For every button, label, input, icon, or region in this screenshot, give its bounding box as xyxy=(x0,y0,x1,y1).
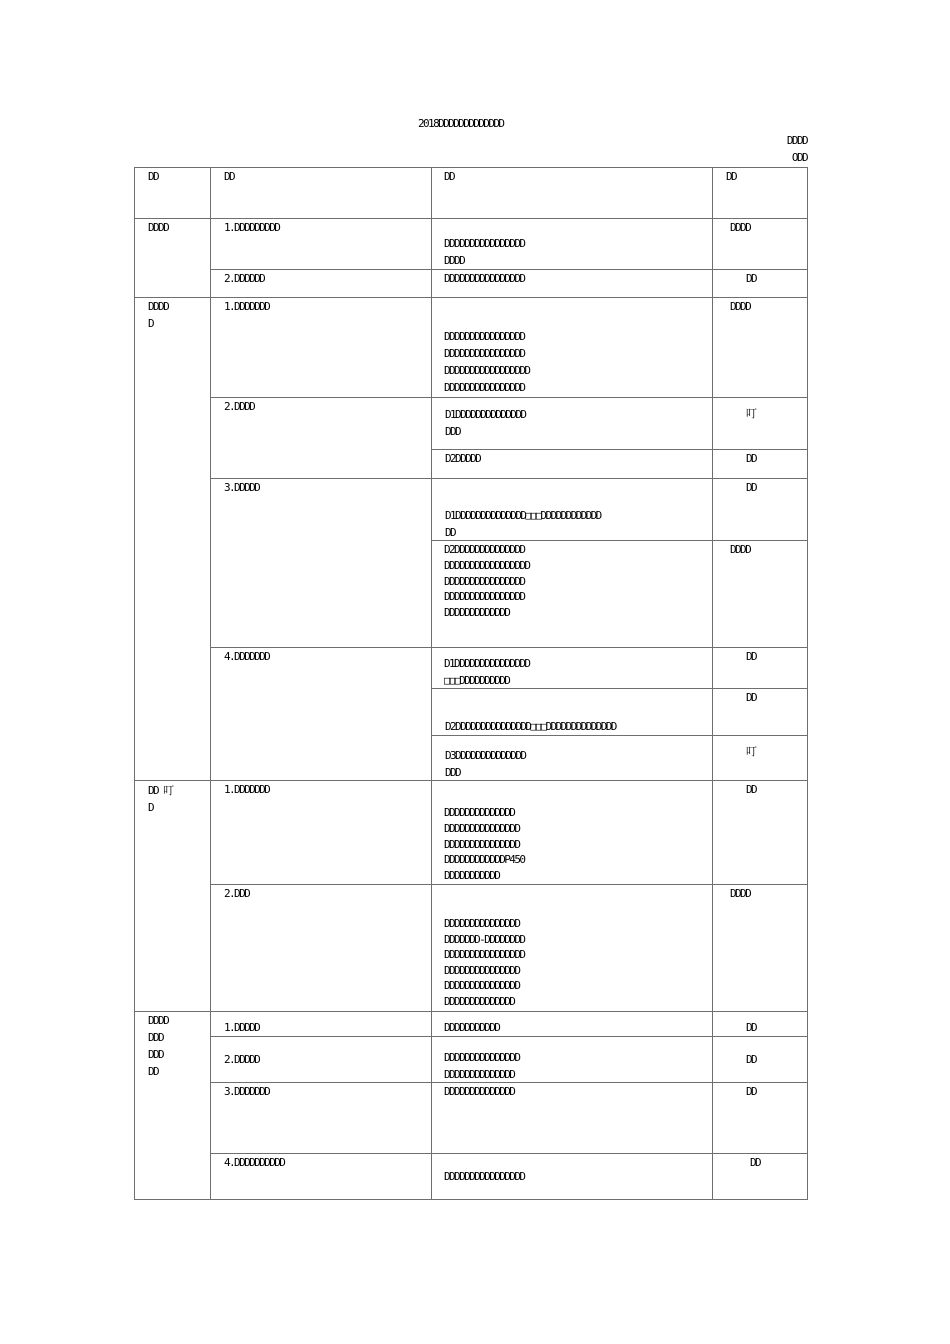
score-cell: 叮 xyxy=(746,745,756,758)
category-label: DDDD DDD DDD DD xyxy=(148,1014,169,1078)
content-cell: D1DDDDDDDDDDDDDD DDD xyxy=(445,408,526,438)
score-cell: DD xyxy=(746,650,757,663)
item-label: 2.DDDD xyxy=(224,400,255,413)
row-divider xyxy=(210,1036,808,1037)
content-cell: DDDDDDDDDDDDDD xyxy=(444,1085,515,1098)
score-cell: DD xyxy=(746,1053,757,1066)
category-label: DDDD D xyxy=(148,300,169,330)
score-cell: DDDD xyxy=(730,300,751,313)
header-category: DD xyxy=(148,170,159,183)
item-label: 1.DDDDDDD xyxy=(224,783,270,796)
content-cell: D1DDDDDDDDDDDDDD□□□DDDDDDDDDDDD DD xyxy=(445,509,601,539)
column-divider-3 xyxy=(712,167,713,1200)
score-cell: 叮 xyxy=(746,407,756,420)
category-label: DD 叮 D xyxy=(148,784,173,814)
score-cell: DD xyxy=(746,481,757,494)
item-label: 2.DDDDD xyxy=(224,1053,260,1066)
content-cell: DDDDDDDDDDD xyxy=(444,1021,500,1034)
row-divider xyxy=(210,884,808,885)
item-label: 2.DDD xyxy=(224,887,250,900)
row-divider xyxy=(210,478,808,479)
table-border-bottom xyxy=(134,1199,808,1200)
row-divider xyxy=(210,647,808,648)
score-cell: DDDD xyxy=(730,221,751,234)
subrow-divider xyxy=(431,735,808,736)
score-cell: DD xyxy=(750,1156,761,1169)
category-divider-3 xyxy=(134,1011,808,1012)
content-cell: DDDDDDDDDDDDDDD DDDDDDDDDDDDDD xyxy=(444,1051,520,1081)
content-cell: DDDDDDDDDDDDDDDD DDDDDDDDDDDDDDDD DDDDDDDDDDDDDDDDD DDDDDDDDDDDDDDDD xyxy=(444,330,530,394)
unit-label-line-2: ODD xyxy=(791,151,807,164)
score-cell: DD xyxy=(746,1085,757,1098)
score-cell: DD xyxy=(746,1021,757,1034)
document-title: 2018DDDDDDDDDDDDD xyxy=(418,117,504,130)
item-label: 1.DDDDDDD xyxy=(224,300,270,313)
content-cell: D2DDDDDDDDDDDDDD DDDDDDDDDDDDDDDDD DDDDDDDDDDDDDDDD DDDDDDDDDDDDDDDD DDDDDDDDDDDDD xyxy=(444,543,530,620)
score-cell: DDDD xyxy=(730,887,751,900)
category-label: DDDD xyxy=(148,221,169,234)
content-cell: D3DDDDDDDDDDDDDD DDD xyxy=(445,749,526,779)
item-label: 4.DDDDDDDDDD xyxy=(224,1156,285,1169)
column-divider-1 xyxy=(210,167,211,1200)
header-content: DD xyxy=(444,170,455,183)
item-label: 1.DDDDDDDDD xyxy=(224,221,280,234)
table-border-top xyxy=(134,167,808,168)
item-label: 3.DDDDD xyxy=(224,481,260,494)
header-score: DD xyxy=(726,170,737,183)
item-label: 4.DDDDDDD xyxy=(224,650,270,663)
score-cell: DD xyxy=(746,783,757,796)
unit-label-line-1: DDDD xyxy=(786,134,807,147)
content-cell: D2DDDDDDDDDDDDDDD□□□DDDDDDDDDDDDDD xyxy=(445,720,616,733)
header-item: DD xyxy=(224,170,235,183)
table-border-left xyxy=(134,167,135,1200)
score-cell: DD xyxy=(746,272,757,285)
item-label: 3.DDDDDDD xyxy=(224,1085,270,1098)
content-cell: D1DDDDDDDDDDDDDDD □□□DDDDDDDDDD xyxy=(444,657,530,687)
score-cell: DD xyxy=(746,691,757,704)
column-divider-2 xyxy=(431,167,432,1200)
table-border-right xyxy=(807,167,808,1200)
content-cell: DDDDDDDDDDDDDDDD xyxy=(444,272,525,285)
row-divider xyxy=(210,1153,808,1154)
content-cell: DDDDDDDDDDDDDDD DDDDDDD-DDDDDDDD DDDDDDDDDDDDDDDD DDDDDDDDDDDDDDD DDDDDDDDDDDDDDD DDDDDDDDDDDDDD xyxy=(444,917,525,1008)
score-cell: DDDD xyxy=(730,543,751,556)
row-divider xyxy=(210,397,808,398)
content-cell: DDDDDDDDDDDDDDDD DDDD xyxy=(444,237,525,267)
content-cell: D2DDDDD xyxy=(445,452,481,465)
item-label: 1.DDDDD xyxy=(224,1021,260,1034)
content-cell: DDDDDDDDDDDDDD DDDDDDDDDDDDDDD DDDDDDDDDDDDDDD DDDDDDDDDDDDP450 DDDDDDDDDDD xyxy=(444,806,525,883)
content-cell: DDDDDDDDDDDDDDDD xyxy=(444,1170,525,1183)
score-cell: DD xyxy=(746,452,757,465)
item-label: 2.DDDDDD xyxy=(224,272,265,285)
